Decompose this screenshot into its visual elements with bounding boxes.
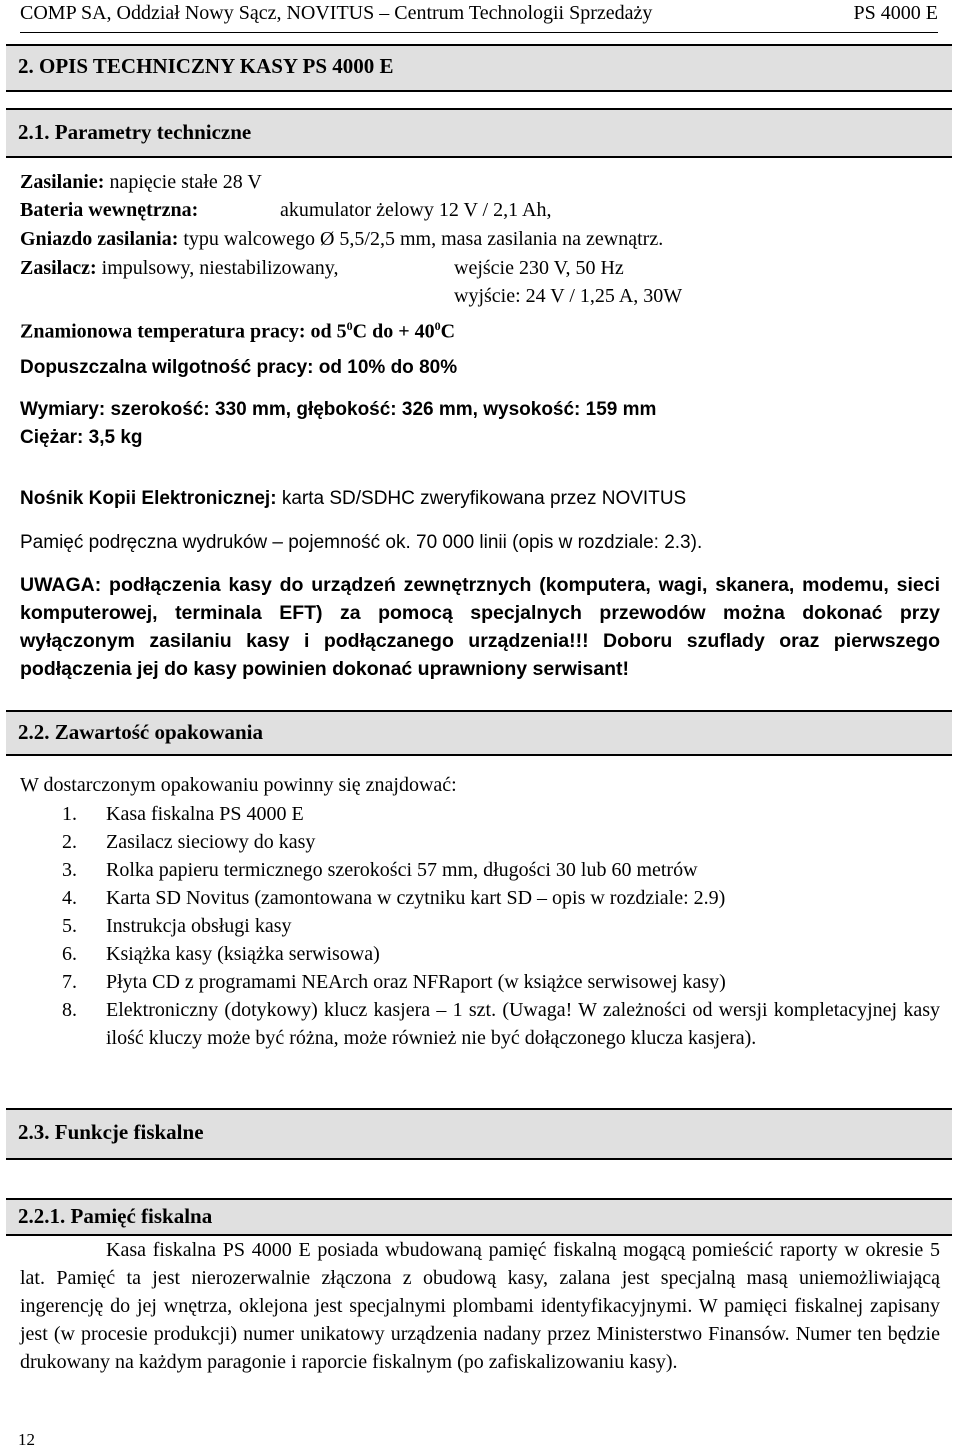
- list-item-text: Kasa fiskalna PS 4000 E: [106, 803, 304, 825]
- list-item: [62, 884, 940, 912]
- section-2-2-heading: [6, 710, 952, 756]
- header-company: COMP SA, Oddział Nowy Sącz, NOVITUS – Centrum Technologii Sprzedaży: [20, 2, 653, 24]
- list-item: [62, 828, 940, 856]
- list-item-number: 8.: [62, 999, 77, 1021]
- spec-zasilanie: Zasilanie: napięcie stałe 28 V: [20, 171, 262, 193]
- list-item: [62, 800, 940, 828]
- list-item-number: 5.: [62, 915, 77, 937]
- spec-wymiary: Wymiary: szerokość: 330 mm, głębokość: 326 mm, wysokość: 159 mm: [20, 399, 657, 420]
- section-2-2-title: 2.2. Zawartość opakowania: [18, 720, 264, 744]
- list-item: [62, 912, 940, 940]
- spec-ciezar: Ciężar: 3,5 kg: [20, 427, 143, 448]
- list-item-number: 6.: [62, 943, 77, 965]
- list-item-text: Zasilacz sieciowy do kasy: [106, 831, 316, 853]
- list-item: [62, 856, 940, 884]
- package-contents-list: [62, 800, 940, 1052]
- list-item-number: 7.: [62, 971, 77, 993]
- section-2-2-1-heading: [6, 1198, 952, 1236]
- spec-pamiec-podreczna: Pamięć podręczna wydruków – pojemność ok. 70 000 linii (opis w rozdziale: 2.3).: [20, 532, 703, 553]
- list-item-number: 3.: [62, 859, 77, 881]
- spec-wilgotnosc: Dopuszczalna wilgotność pracy: od 10% do 80%: [20, 357, 458, 378]
- list-item: [62, 996, 940, 1052]
- section-2-3-title: 2.3. Funkcje fiskalne: [18, 1120, 204, 1144]
- spec-zasilacz-output: wyjście: 24 V / 1,25 A, 30W: [454, 285, 683, 307]
- list-item-text: Płyta CD z programami NEArch oraz NFRaport (w książce serwisowej kasy): [106, 971, 726, 993]
- section-2-1-title: 2.1. Parametry techniczne: [18, 120, 252, 144]
- contents-intro: W dostarczonym opakowaniu powinny się znajdować:: [20, 774, 457, 796]
- spec-nosnik: Nośnik Kopii Elektronicznej: karta SD/SDHC zweryfikowana przez NOVITUS: [20, 488, 687, 509]
- spec-bateria: Bateria wewnętrzna:: [20, 199, 199, 221]
- section-2-title: 2. OPIS TECHNICZNY KASY PS 4000 E: [18, 54, 394, 78]
- list-item-text: Książka kasy (książka serwisowa): [106, 943, 380, 965]
- page-number: 12: [18, 1430, 35, 1449]
- section-2-heading: [6, 44, 952, 92]
- header-model: PS 4000 E: [853, 2, 938, 24]
- section-2-1-heading: [6, 108, 952, 158]
- fiscal-memory-paragraph: Kasa fiskalna PS 4000 E posiada wbudowaną pamięć fiskalną mogącą pomieścić raporty w okresie 5 lat. Pamięć ta jest nierozerwalnie złączona z obudową kasy, zalana jest specjalną masą uniemożliwiającą ingerencję do jej wnętrza, oklejona jest specjalnymi plombami identyfikacyjnymi. W pamięci fiskalnej zapisany jest (w procesie produkcji) numer unikatowy urządzenia nadany przez Ministerstwo Finansów. Numer ten będzie drukowany na każdym paragonie i raporcie fiskalnym (po zafiskalizowaniu kasy).: [20, 1239, 940, 1373]
- list-item-text: Rolka papieru termicznego szerokości 57 mm, długości 30 lub 60 metrów: [106, 859, 698, 881]
- list-item-text: Karta SD Novitus (zamontowana w czytniku kart SD – opis w rozdziale: 2.9): [106, 887, 726, 909]
- spec-zasilacz-input: wejście 230 V, 50 Hz: [454, 257, 624, 279]
- list-item-text: Instrukcja obsługi kasy: [106, 915, 292, 937]
- spec-zasilacz: Zasilacz: impulsowy, niestabilizowany,: [20, 257, 339, 279]
- list-item-text: Elektroniczny (dotykowy) klucz kasjera – 1 szt. (Uwaga! W zależności od wersji kompletacyjnej kasy ilość kluczy może być różna, może również nie być dołączonego klucza kasjera).: [106, 999, 940, 1049]
- section-2-2-1-title: 2.2.1. Pamięć fiskalna: [18, 1204, 213, 1228]
- section-2-3-heading: [6, 1108, 952, 1160]
- page-header: [20, 0, 938, 33]
- list-item-number: 1.: [62, 803, 77, 825]
- spec-temperatura: Znamionowa temperatura pracy: od $5^0C$ do + $40^0C$: [20, 319, 456, 343]
- spec-gniazdo: Gniazdo zasilania: typu walcowego Ø 5,5/2,5 mm, masa zasilania na zewnątrz.: [20, 228, 664, 250]
- list-item-number: 2.: [62, 831, 77, 853]
- uwaga-warning: UWAGA: podłączenia kasy do urządzeń zewnętrznych (komputera, wagi, skanera, modemu, sieci komputerowej, terminala EFT) za pomocą specjalnych przewodów można dokonać przy wyłączonym zasilaniu kasy i podłączanego urządzenia!!! Doboru szuflady oraz pierwszego podłączenia jej do kasy powinien dokonać uprawniony serwisant!: [20, 574, 940, 680]
- list-item-number: 4.: [62, 887, 77, 909]
- spec-bateria-value: akumulator żelowy 12 V / 2,1 Ah,: [280, 199, 552, 221]
- list-item: [62, 940, 940, 968]
- list-item: [62, 968, 940, 996]
